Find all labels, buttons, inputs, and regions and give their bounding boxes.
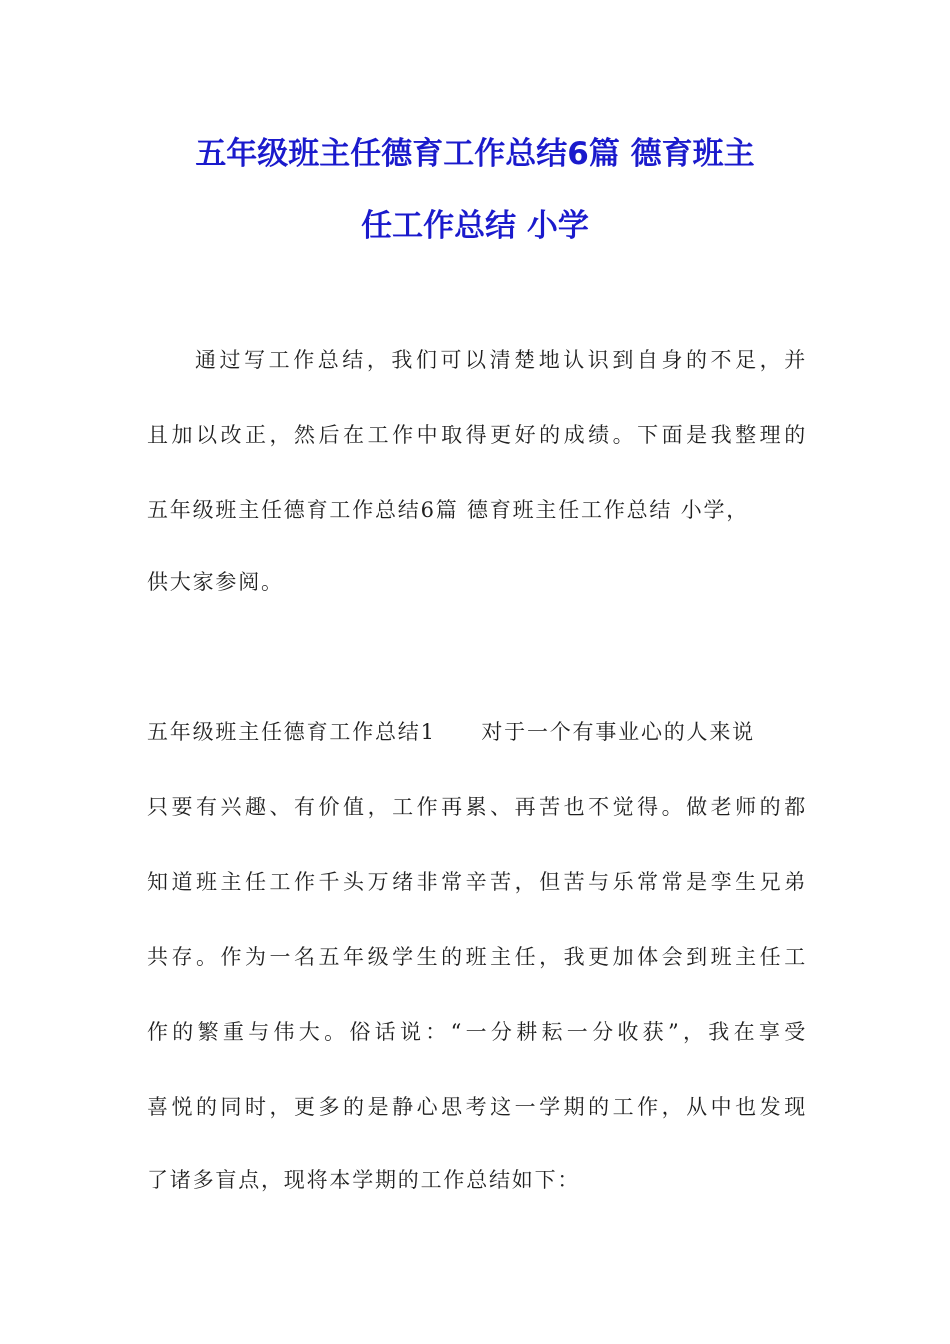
- section1-line-5: 作的繁重与伟大。俗话说：“一分耕耘一分收获”，我在享受: [147, 1020, 807, 1044]
- section1-line-4: 共存。作为一名五年级学生的班主任，我更加体会到班主任工: [147, 945, 807, 969]
- section1-line-1: 五年级班主任德育工作总结1 对于一个有事业心的人来说: [147, 720, 755, 744]
- document-title-line-2: 任工作总结 小学: [361, 208, 589, 244]
- section1-line-7: 了诸多盲点，现将本学期的工作总结如下：: [147, 1168, 581, 1192]
- section1-line-3: 知道班主任工作千头万绪非常辛苦，但苦与乐常常是孪生兄弟: [147, 870, 807, 894]
- intro-line-1: 通过写工作总结，我们可以清楚地认识到自身的不足，并: [195, 348, 807, 372]
- intro-line-4: 供大家参阅。: [147, 570, 284, 594]
- section1-line-2: 只要有兴趣、有价值，工作再累、再苦也不觉得。做老师的都: [147, 795, 807, 819]
- intro-line-2: 且加以改正，然后在工作中取得更好的成绩。下面是我整理的: [147, 423, 807, 447]
- section1-line-6: 喜悦的同时，更多的是静心思考这一学期的工作，从中也发现: [147, 1095, 807, 1119]
- intro-line-3: 五年级班主任德育工作总结6篇 德育班主任工作总结 小学，: [147, 498, 750, 522]
- document-title-line-1: 五年级班主任德育工作总结6篇 德育班主: [195, 136, 755, 172]
